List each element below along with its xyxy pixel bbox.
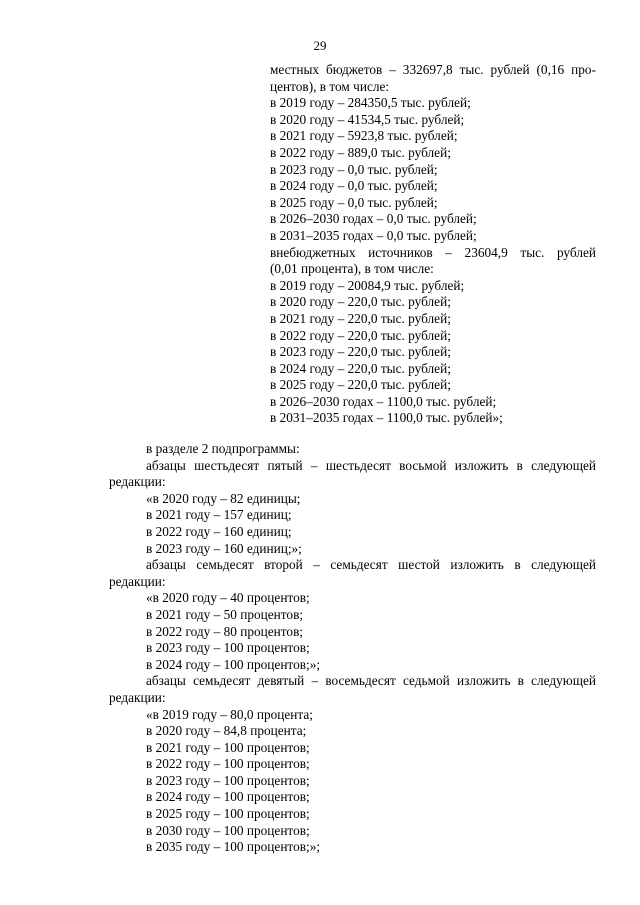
extra-year-line: в 2019 году – 20084,9 тыс. рублей; [270, 277, 465, 293]
local-year-line: в 2020 году – 41534,5 тыс. рублей; [270, 111, 465, 127]
local-year-line: в 2031–2035 годах – 0,0 тыс. рублей; [270, 227, 477, 243]
block3-item: в 2025 году – 100 процентов; [146, 806, 310, 822]
block3-heading: абзацы семьдесят девятый – восемьдесят седьмой изложить в следующей редакции: [109, 673, 596, 705]
block3-item: в 2035 году – 100 процентов;»; [146, 839, 321, 855]
local-budget-heading-line2: центов), в том числе: [270, 78, 390, 94]
extra-year-line: в 2021 году – 220,0 тыс. рублей; [270, 310, 451, 326]
main-text [109, 441, 596, 856]
block3-item: «в 2019 году – 80,0 процента; [146, 706, 313, 722]
block2-item: «в 2020 году – 40 процентов; [146, 590, 310, 606]
block3-item: в 2021 году – 100 процентов; [146, 739, 310, 755]
block2-item: в 2022 году – 80 процентов; [146, 623, 304, 639]
local-year-line: в 2024 году – 0,0 тыс. рублей; [270, 178, 438, 194]
block3-item: в 2023 году – 100 процентов; [146, 772, 310, 788]
local-year-line: в 2019 году – 284350,5 тыс. рублей; [270, 95, 471, 111]
block1-item: в 2023 году – 160 единиц;»; [146, 540, 302, 556]
block2-heading: абзацы семьдесят второй – семьдесят шестой изложить в следующей редакции: [109, 557, 596, 589]
block2-item: в 2023 году – 100 процентов; [146, 640, 310, 656]
local-year-line: в 2022 году – 889,0 тыс. рублей; [270, 144, 451, 160]
local-year-line: в 2026–2030 годах – 0,0 тыс. рублей; [270, 211, 477, 227]
page-number: 29 [313, 38, 327, 53]
block1-item: «в 2020 году – 82 единицы; [146, 490, 301, 506]
extra-year-line: в 2020 году – 220,0 тыс. рублей; [270, 294, 451, 310]
extrabudget-heading-line1: внебюджетных источников – 23604,9 тыс. рублей [270, 244, 596, 260]
block3-item: в 2024 году – 100 процентов; [146, 789, 310, 805]
block2-item: в 2021 году – 50 процентов; [146, 606, 304, 622]
block3-item: в 2030 году – 100 процентов; [146, 822, 310, 838]
extrabudget-heading-line2: (0,01 процента), в том числе: [270, 261, 434, 277]
block1-item: в 2022 году – 160 единиц; [146, 523, 292, 539]
block3-item: в 2022 году – 100 процентов; [146, 756, 310, 772]
funding-column [270, 62, 596, 427]
block1-heading: абзацы шестьдесят пятый – шестьдесят восьмой изложить в следующей редакции: [109, 457, 596, 490]
extra-year-line: в 2023 году – 220,0 тыс. рублей; [270, 344, 451, 360]
local-year-line: в 2023 году – 0,0 тыс. рублей; [270, 161, 438, 177]
block2-item: в 2024 году – 100 процентов;»; [146, 656, 321, 672]
extra-year-line: в 2022 году – 220,0 тыс. рублей; [270, 327, 451, 343]
extra-year-line: в 2026–2030 годах – 1100,0 тыс. рублей; [270, 393, 497, 409]
local-budget-heading-line1: местных бюджетов – 332697,8 тыс. рублей (0,16 про- [270, 62, 596, 77]
extra-year-line: в 2025 году – 220,0 тыс. рублей; [270, 377, 451, 393]
extra-year-line: в 2031–2035 годах – 1100,0 тыс. рублей»; [270, 410, 503, 426]
local-year-line: в 2025 году – 0,0 тыс. рублей; [270, 194, 438, 210]
section-intro: в разделе 2 подпрограммы: [146, 441, 300, 456]
local-year-line: в 2021 году – 5923,8 тыс. рублей; [270, 128, 458, 144]
extra-year-line: в 2024 году – 220,0 тыс. рублей; [270, 360, 451, 376]
block3-item: в 2020 году – 84,8 процента; [146, 723, 307, 739]
block1-item: в 2021 году – 157 единиц; [146, 507, 292, 523]
